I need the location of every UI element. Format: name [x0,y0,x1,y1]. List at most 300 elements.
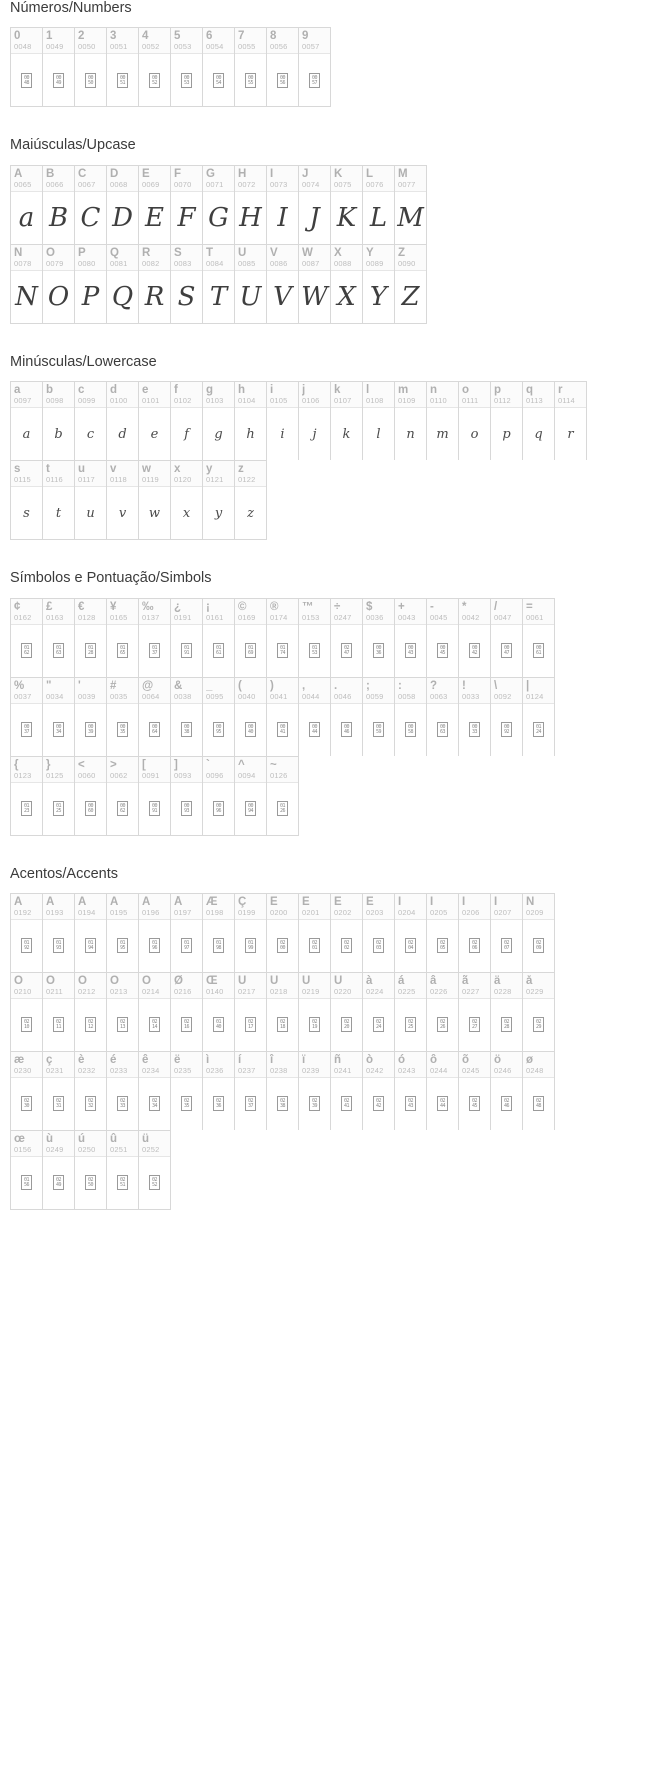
glyph-cell[interactable] [139,599,171,677]
glyph-cell[interactable] [491,678,523,756]
glyph-preview [459,704,490,756]
glyph-cell[interactable] [235,166,267,244]
glyph-cell[interactable] [395,382,427,460]
glyph-code-label: 0156 [14,1144,32,1154]
missing-glyph-box: 00 58 [405,722,416,737]
glyph-cell[interactable] [75,1131,107,1209]
glyph-cell-header [11,757,42,783]
glyph-cell[interactable] [107,28,139,106]
glyph-cell[interactable] [523,382,555,460]
glyph-preview: G [208,202,229,233]
glyph-character-label: à [366,974,373,987]
glyph-cell[interactable] [203,245,235,323]
glyph-preview [203,1078,234,1130]
glyph-cell-header [299,973,330,999]
glyph-cell[interactable] [427,973,459,1051]
glyph-cell-header [43,461,74,487]
glyph-cell[interactable] [331,894,363,972]
glyph-preview [395,999,426,1051]
missing-glyph-box: 00 51 [117,73,128,88]
glyph-preview: q [534,426,543,442]
glyph-character-label: Ç [238,895,247,908]
glyph-cell[interactable] [491,599,523,677]
glyph-code-label: 0210 [14,986,32,996]
glyph-code-label: 0204 [398,907,416,917]
glyph-cell[interactable] [203,166,235,244]
missing-glyph-box: 01 65 [117,643,128,658]
glyph-cell[interactable] [363,382,395,460]
glyph-cell[interactable] [299,28,331,106]
glyph-cell[interactable] [555,382,587,460]
glyph-cell[interactable] [427,894,459,972]
glyph-preview [75,999,106,1051]
glyph-cell[interactable] [491,1052,523,1130]
glyph-character-label: Û [302,974,311,987]
glyph-cell[interactable] [107,894,139,972]
glyph-preview: M [397,202,424,233]
glyph-cell-header [107,166,138,192]
glyph-preview [75,920,106,972]
glyph-cell[interactable] [395,1052,427,1130]
glyph-cell[interactable] [75,166,107,244]
glyph-cell[interactable] [299,599,331,677]
glyph-grid [10,893,661,1210]
glyph-code-label: 0082 [142,258,160,268]
glyph-cell[interactable] [427,382,459,460]
glyph-cell[interactable] [395,894,427,972]
glyph-cell-header [11,166,42,192]
missing-glyph-box: 02 12 [85,1017,96,1032]
glyph-cell[interactable] [395,678,427,756]
glyph-preview [427,1078,458,1130]
glyph-preview [43,783,74,835]
glyph-preview [491,704,522,756]
glyph-cell[interactable] [331,382,363,460]
glyph-cell[interactable] [107,245,139,323]
glyph-cell[interactable] [75,973,107,1051]
glyph-cell[interactable] [11,1131,43,1209]
missing-glyph-box: 00 94 [245,801,256,816]
glyph-cell[interactable] [139,894,171,972]
glyph-cell[interactable] [331,973,363,1051]
glyph-preview [139,54,170,106]
glyph-cell[interactable] [75,1052,107,1130]
glyph-code-label: 0102 [174,396,192,406]
glyph-cell[interactable] [107,382,139,460]
glyph-cell[interactable] [523,1052,555,1130]
glyph-cell[interactable] [267,678,299,756]
glyph-cell[interactable] [491,973,523,1051]
glyph-cell[interactable] [43,973,75,1051]
glyph-preview [171,625,202,677]
missing-glyph-box: 02 17 [245,1017,256,1032]
glyph-cell-header [203,678,234,704]
glyph-cell[interactable] [171,894,203,972]
glyph-preview [139,783,170,835]
glyph-code-label: 0041 [270,691,288,701]
glyph-character-label: â [430,974,437,987]
glyph-cell[interactable] [11,894,43,972]
glyph-preview [299,920,330,972]
glyph-cell-header [203,245,234,271]
glyph-cell[interactable] [75,757,107,835]
glyph-code-label: 0233 [110,1065,128,1075]
glyph-cell[interactable] [171,28,203,106]
glyph-cell[interactable] [331,245,363,323]
glyph-character-label: ¥ [110,600,117,613]
glyph-cell[interactable] [427,599,459,677]
section-title: Símbolos e Pontuação/Simbols [10,570,212,587]
glyph-cell[interactable] [203,382,235,460]
glyph-code-label: 0206 [462,907,480,917]
missing-glyph-box: 02 26 [437,1017,448,1032]
glyph-preview [107,783,138,835]
glyph-cell[interactable] [459,894,491,972]
glyph-cell[interactable] [395,245,427,323]
glyph-character-label: K [334,167,343,180]
glyph-code-label: 0114 [558,396,575,406]
glyph-preview [235,783,266,835]
glyph-character-label: Z [398,246,406,259]
glyph-cell[interactable] [107,757,139,835]
glyph-cell[interactable] [43,757,75,835]
glyph-character-label: ä [494,974,501,987]
glyph-cell[interactable] [171,461,203,539]
glyph-cell-header [363,382,394,408]
glyph-cell[interactable] [459,1052,491,1130]
glyph-cell-header [363,245,394,271]
glyph-cell-header [203,1052,234,1078]
glyph-preview: L [369,202,388,233]
glyph-cell[interactable] [43,678,75,756]
glyph-preview [363,1078,394,1130]
glyph-cell-header [523,894,554,920]
glyph-cell[interactable] [75,894,107,972]
glyph-cell[interactable] [171,1052,203,1130]
glyph-cell-header [235,166,266,192]
glyph-character-label: í [238,1053,242,1066]
glyph-preview [107,1078,138,1130]
glyph-code-label: 0104 [238,396,256,406]
glyph-cell[interactable] [267,1052,299,1130]
glyph-cell[interactable] [203,28,235,106]
glyph-cell[interactable] [235,757,267,835]
glyph-cell[interactable] [11,1052,43,1130]
glyph-cell[interactable] [171,757,203,835]
glyph-cell[interactable] [235,894,267,972]
glyph-cell[interactable] [139,1052,171,1130]
glyph-cell[interactable] [299,894,331,972]
glyph-cell[interactable] [299,382,331,460]
glyph-cell-header [75,757,106,783]
glyph-cell-header [43,245,74,271]
glyph-cell[interactable] [171,245,203,323]
glyph-cell[interactable] [171,382,203,460]
glyph-cell[interactable] [43,166,75,244]
glyph-code-label: 0241 [334,1065,352,1075]
glyph-preview: h [246,426,255,442]
missing-glyph-box: 01 93 [53,938,64,953]
glyph-cell[interactable] [43,1131,75,1209]
missing-glyph-box: 02 46 [501,1096,512,1111]
glyph-cell-header [267,166,298,192]
glyph-character-label: A [14,167,23,180]
glyph-code-label: 0116 [46,475,63,485]
glyph-cell[interactable] [363,599,395,677]
missing-glyph-box: 02 20 [341,1017,352,1032]
glyph-cell[interactable] [43,28,75,106]
glyph-preview: f [184,426,189,442]
glyph-cell[interactable] [11,678,43,756]
glyph-code-label: 0086 [270,258,288,268]
glyph-cell-header [267,599,298,625]
glyph-cell[interactable] [427,1052,459,1130]
glyph-cell[interactable] [299,166,331,244]
glyph-cell[interactable] [171,973,203,1051]
missing-glyph-box: 00 54 [213,73,224,88]
glyph-cell[interactable] [235,678,267,756]
glyph-character-label: Ø [174,974,183,987]
glyph-cell[interactable] [459,382,491,460]
glyph-cell[interactable] [107,678,139,756]
glyph-cell[interactable] [75,245,107,323]
glyph-cell[interactable] [267,382,299,460]
glyph-cell[interactable] [523,973,555,1051]
glyph-cell[interactable] [107,1052,139,1130]
glyph-cell[interactable] [11,382,43,460]
glyph-code-label: 0201 [302,907,320,917]
glyph-cell[interactable] [459,599,491,677]
glyph-cell-header [299,382,330,408]
glyph-cell[interactable] [43,382,75,460]
glyph-cell-header [75,166,106,192]
glyph-cell[interactable] [427,678,459,756]
glyph-cell[interactable] [299,245,331,323]
glyph-cell[interactable] [363,245,395,323]
glyph-cell[interactable] [267,245,299,323]
glyph-cell[interactable] [203,973,235,1051]
glyph-cell[interactable] [267,757,299,835]
glyph-cell[interactable] [203,894,235,972]
glyph-preview: O [47,281,70,312]
glyph-cell[interactable] [171,678,203,756]
glyph-cell[interactable] [235,973,267,1051]
glyph-cell[interactable] [203,599,235,677]
glyph-preview [427,999,458,1051]
glyph-code-label: 0037 [14,691,32,701]
glyph-character-label: J [302,167,309,180]
glyph-cell[interactable] [107,973,139,1051]
missing-glyph-box: 00 34 [53,722,64,737]
glyph-cell[interactable] [331,166,363,244]
glyph-character-label: 2 [78,30,85,43]
glyph-character-label: œ [14,1132,25,1145]
glyph-character-label: ú [78,1132,86,1145]
glyph-preview: U [239,281,262,312]
glyph-character-label: ã [462,974,469,987]
glyph-cell[interactable] [235,461,267,539]
glyph-cell[interactable] [139,461,171,539]
glyph-preview [331,625,362,677]
glyph-cell[interactable] [395,166,427,244]
glyph-cell[interactable] [299,973,331,1051]
glyph-character-label: ; [366,679,370,692]
glyph-cell[interactable] [11,461,43,539]
glyph-cell[interactable] [139,245,171,323]
glyph-cell-header [331,973,362,999]
glyph-cell[interactable] [75,28,107,106]
glyph-cell-header [363,678,394,704]
glyph-cell[interactable] [75,599,107,677]
glyph-cell[interactable] [267,166,299,244]
glyph-cell[interactable] [203,1052,235,1130]
glyph-cell-header [43,599,74,625]
glyph-character-label: Î [462,895,466,908]
glyph-character-label: ¡ [206,600,210,613]
glyph-cell[interactable] [107,599,139,677]
glyph-character-label: ó [398,1053,406,1066]
missing-glyph-box: 00 49 [53,73,64,88]
glyph-character-label: Œ [206,974,218,987]
glyph-cell[interactable] [299,678,331,756]
glyph-code-label: 0097 [14,396,32,406]
glyph-cell[interactable] [459,678,491,756]
glyph-cell-header [75,1131,106,1157]
glyph-cell[interactable] [139,1131,171,1209]
glyph-code-label: 0140 [206,986,224,996]
glyph-preview [107,704,138,756]
glyph-cell[interactable] [363,678,395,756]
glyph-cell[interactable] [491,382,523,460]
glyph-cell[interactable] [363,1052,395,1130]
glyph-cell[interactable] [331,599,363,677]
glyph-code-label: 0062 [110,770,128,780]
glyph-cell-header [11,28,42,54]
glyph-row [10,756,299,836]
glyph-cell[interactable] [491,894,523,972]
glyph-cell-header [395,382,426,408]
glyph-preview: z [247,505,254,521]
missing-glyph-box: 00 59 [373,722,384,737]
glyph-cell-header [267,382,298,408]
glyph-cell[interactable] [203,461,235,539]
glyph-cell[interactable] [235,28,267,106]
glyph-cell[interactable] [75,382,107,460]
glyph-cell-header [75,894,106,920]
glyph-character-label: ë [174,1053,181,1066]
glyph-preview [171,999,202,1051]
glyph-cell[interactable] [395,599,427,677]
glyph-cell[interactable] [11,757,43,835]
glyph-grid [10,165,661,324]
glyph-cell[interactable] [459,973,491,1051]
glyph-code-label: 0090 [398,258,416,268]
glyph-preview: m [436,426,449,442]
glyph-code-label: 0065 [14,179,32,189]
glyph-character-label: , [302,679,306,692]
glyph-cell[interactable] [43,894,75,972]
glyph-cell[interactable] [75,461,107,539]
glyph-cell[interactable] [43,599,75,677]
glyph-character-label: j [302,384,306,397]
glyph-row [10,244,427,324]
glyph-code-label: 0112 [494,396,511,406]
glyph-cell[interactable] [267,28,299,106]
glyph-cell[interactable] [235,1052,267,1130]
glyph-cell[interactable] [171,599,203,677]
glyph-character-label: ) [270,679,274,692]
glyph-cell-header [555,382,586,408]
glyph-cell-header [299,894,330,920]
missing-glyph-box: 01 62 [21,643,32,658]
glyph-cell[interactable] [235,599,267,677]
glyph-cell[interactable] [331,1052,363,1130]
glyph-cell[interactable] [299,1052,331,1130]
glyph-cell[interactable] [523,599,555,677]
glyph-cell[interactable] [331,678,363,756]
glyph-cell[interactable] [363,973,395,1051]
glyph-cell[interactable] [107,461,139,539]
glyph-cell[interactable] [267,894,299,972]
glyph-cell[interactable] [11,245,43,323]
glyph-cell[interactable] [203,678,235,756]
glyph-cell[interactable] [107,1131,139,1209]
glyph-cell[interactable] [395,973,427,1051]
glyph-cell[interactable] [107,166,139,244]
missing-glyph-box: 02 24 [373,1017,384,1032]
glyph-cell[interactable] [11,973,43,1051]
glyph-cell[interactable] [139,757,171,835]
glyph-cell[interactable] [139,382,171,460]
glyph-cell[interactable] [75,678,107,756]
glyph-cell[interactable] [203,757,235,835]
glyph-cell[interactable] [139,166,171,244]
glyph-cell[interactable] [235,245,267,323]
glyph-cell[interactable] [11,28,43,106]
glyph-character-label: Ë [366,895,374,908]
section-title: Números/Numbers [10,0,132,16]
missing-glyph-box: 00 56 [277,73,288,88]
glyph-cell[interactable] [11,599,43,677]
glyph-cell[interactable] [43,1052,75,1130]
glyph-cell[interactable] [523,894,555,972]
glyph-preview [491,920,522,972]
glyph-cell[interactable] [43,461,75,539]
glyph-cell[interactable] [363,894,395,972]
glyph-code-label: 0119 [142,475,159,485]
missing-glyph-box: 00 39 [85,722,96,737]
glyph-cell[interactable] [171,166,203,244]
glyph-cell[interactable] [139,973,171,1051]
glyph-cell-header [75,973,106,999]
glyph-cell[interactable] [139,28,171,106]
glyph-cell[interactable] [267,599,299,677]
glyph-cell[interactable] [43,245,75,323]
missing-glyph-box: 01 74 [277,643,288,658]
glyph-preview: S [177,281,196,312]
missing-glyph-box: 01 69 [245,643,256,658]
glyph-cell[interactable] [235,382,267,460]
glyph-cell[interactable] [11,166,43,244]
glyph-cell-header [523,973,554,999]
glyph-cell[interactable] [267,973,299,1051]
glyph-cell[interactable] [139,678,171,756]
missing-glyph-box: 00 46 [341,722,352,737]
glyph-cell-header [299,599,330,625]
glyph-cell[interactable] [523,678,555,756]
glyph-character-label: Õ [110,974,119,987]
glyph-cell[interactable] [363,166,395,244]
